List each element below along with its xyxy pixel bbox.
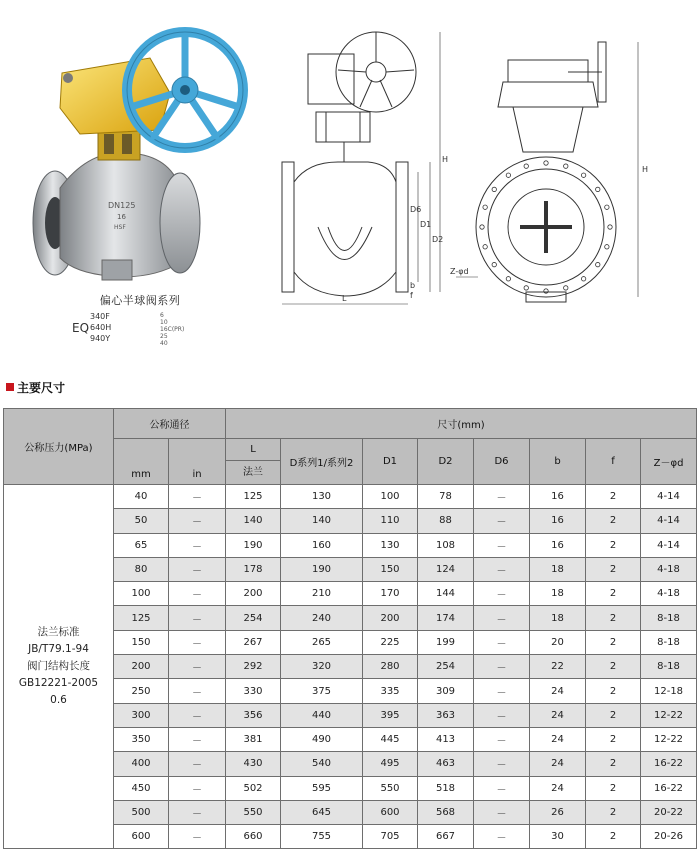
cell-L: 200 bbox=[226, 582, 281, 606]
cell-D2: 568 bbox=[418, 800, 474, 824]
cell-Zd: 12-18 bbox=[641, 679, 697, 703]
cell-Zd: 12-22 bbox=[641, 727, 697, 751]
cell-D1: 200 bbox=[363, 606, 418, 630]
cell-L: 267 bbox=[226, 630, 281, 654]
standard-note-line: 法兰标准 bbox=[37, 626, 80, 639]
cell-Zd: 16-22 bbox=[641, 776, 697, 800]
cell-D2: 199 bbox=[418, 630, 474, 654]
cell-in: － bbox=[169, 752, 226, 776]
header-dimensions: 尺寸(mm) bbox=[226, 409, 697, 439]
cell-b: 18 bbox=[530, 606, 586, 630]
cell-b: 24 bbox=[530, 727, 586, 751]
bolt-hole bbox=[608, 225, 612, 229]
cell-L: 125 bbox=[226, 485, 281, 509]
cell-D6: － bbox=[474, 800, 530, 824]
cell-D2: 144 bbox=[418, 582, 474, 606]
grade-40: 40 bbox=[160, 340, 168, 347]
cell-f: 2 bbox=[586, 485, 641, 509]
bolt-hole bbox=[492, 262, 496, 266]
cell-mm: 400 bbox=[114, 752, 169, 776]
cell-L: 381 bbox=[226, 727, 281, 751]
cell-f: 2 bbox=[586, 509, 641, 533]
cell-mm: 200 bbox=[114, 655, 169, 679]
cell-D6: － bbox=[474, 752, 530, 776]
cell-D2: 124 bbox=[418, 557, 474, 581]
cell-D6: － bbox=[474, 509, 530, 533]
bolt-hole bbox=[483, 245, 487, 249]
cell-D1: 600 bbox=[363, 800, 418, 824]
cell-Zd: 16-22 bbox=[641, 752, 697, 776]
cell-in: － bbox=[169, 533, 226, 557]
standard-note-line: 阀门结构长度 bbox=[27, 660, 90, 673]
cell-b: 24 bbox=[530, 679, 586, 703]
cell-D2: 108 bbox=[418, 533, 474, 557]
cell-D: 130 bbox=[281, 485, 363, 509]
label-b: b bbox=[410, 281, 416, 290]
cell-in: － bbox=[169, 679, 226, 703]
model-340f: 340F bbox=[90, 312, 110, 321]
cell-Zd: 20-22 bbox=[641, 800, 697, 824]
cell-Zd: 4-14 bbox=[641, 533, 697, 557]
label-L: L bbox=[342, 294, 347, 303]
bolt-hole bbox=[596, 187, 600, 191]
standard-note-line: GB12221-2005 bbox=[18, 677, 99, 690]
cell-f: 2 bbox=[586, 630, 641, 654]
cell-f: 2 bbox=[586, 679, 641, 703]
cell-D6: － bbox=[474, 703, 530, 727]
bolt-hole bbox=[544, 289, 548, 293]
cell-D1: 130 bbox=[363, 533, 418, 557]
bolt-hole bbox=[492, 187, 496, 191]
cell-D: 375 bbox=[281, 679, 363, 703]
header-pressure: 公称压力(MPa) bbox=[4, 409, 114, 485]
cell-D: 490 bbox=[281, 727, 363, 751]
cell-b: 16 bbox=[530, 509, 586, 533]
cell-f: 2 bbox=[586, 703, 641, 727]
cell-D: 595 bbox=[281, 776, 363, 800]
model-940y: 940Y bbox=[90, 334, 111, 343]
cell-mm: 350 bbox=[114, 727, 169, 751]
header-L-top: L bbox=[226, 439, 280, 461]
cell-D1: 705 bbox=[363, 825, 418, 849]
cell-f: 2 bbox=[586, 557, 641, 581]
cell-D: 210 bbox=[281, 582, 363, 606]
cell-mm: 500 bbox=[114, 800, 169, 824]
cell-b: 18 bbox=[530, 557, 586, 581]
cell-D2: 309 bbox=[418, 679, 474, 703]
cell-in: － bbox=[169, 825, 226, 849]
cell-D6: － bbox=[474, 533, 530, 557]
standard-note-line: JB/T79.1-94 bbox=[28, 643, 89, 656]
cell-mm: 65 bbox=[114, 533, 169, 557]
table-body bbox=[4, 485, 697, 849]
header-f: f bbox=[586, 439, 641, 485]
bolt-hole bbox=[524, 286, 528, 290]
cell-D2: 413 bbox=[418, 727, 474, 751]
cell-L: 550 bbox=[226, 800, 281, 824]
cell-D2: 363 bbox=[418, 703, 474, 727]
bolt-hole bbox=[506, 277, 510, 281]
model-prefix: EQ bbox=[72, 321, 90, 335]
cell-D1: 225 bbox=[363, 630, 418, 654]
grade-6: 6 bbox=[160, 312, 164, 319]
cell-f: 2 bbox=[586, 582, 641, 606]
cell-in: － bbox=[169, 557, 226, 581]
section-title-text: 主要尺寸 bbox=[17, 380, 66, 395]
bolt-hole bbox=[524, 164, 528, 168]
cell-in: － bbox=[169, 800, 226, 824]
standard-note-cell bbox=[4, 485, 114, 849]
cell-b: 22 bbox=[530, 655, 586, 679]
cell-Zd: 4-14 bbox=[641, 485, 697, 509]
bolt-hole bbox=[506, 173, 510, 177]
cell-f: 2 bbox=[586, 776, 641, 800]
label-f: f bbox=[410, 291, 413, 300]
cell-L: 660 bbox=[226, 825, 281, 849]
grade-16c: 16C(PR) bbox=[160, 326, 185, 333]
cell-f: 2 bbox=[586, 825, 641, 849]
header-mm-text: mm bbox=[131, 469, 151, 480]
cell-D1: 100 bbox=[363, 485, 418, 509]
cell-D6: － bbox=[474, 485, 530, 509]
cell-L: 190 bbox=[226, 533, 281, 557]
cell-mm: 450 bbox=[114, 776, 169, 800]
cell-in: － bbox=[169, 485, 226, 509]
cell-b: 16 bbox=[530, 533, 586, 557]
cell-L: 292 bbox=[226, 655, 281, 679]
cell-D6: － bbox=[474, 630, 530, 654]
header-D1: D1 bbox=[363, 439, 418, 485]
cell-in: － bbox=[169, 606, 226, 630]
side-section-drawing bbox=[268, 12, 448, 307]
cell-mm: 600 bbox=[114, 825, 169, 849]
grade-10: 10 bbox=[160, 319, 168, 326]
bolt-hole bbox=[564, 286, 568, 290]
cell-D: 240 bbox=[281, 606, 363, 630]
cell-L: 330 bbox=[226, 679, 281, 703]
cell-in: － bbox=[169, 509, 226, 533]
cell-Zd: 8-18 bbox=[641, 630, 697, 654]
header-Zd: Z－φd bbox=[641, 439, 697, 485]
cell-D6: － bbox=[474, 557, 530, 581]
cell-D6: － bbox=[474, 582, 530, 606]
cell-in: － bbox=[169, 727, 226, 751]
cell-f: 2 bbox=[586, 606, 641, 630]
front-view-drawing bbox=[448, 12, 693, 307]
cell-f: 2 bbox=[586, 800, 641, 824]
cell-D1: 110 bbox=[363, 509, 418, 533]
cell-mm: 300 bbox=[114, 703, 169, 727]
cell-D: 440 bbox=[281, 703, 363, 727]
grade-25: 25 bbox=[160, 333, 168, 340]
cell-b: 30 bbox=[530, 825, 586, 849]
cell-D2: 518 bbox=[418, 776, 474, 800]
bolt-hole bbox=[596, 262, 600, 266]
cell-D2: 78 bbox=[418, 485, 474, 509]
standard-note-line: 0.6 bbox=[50, 694, 67, 707]
header-nominal-diameter-text: 公称通径 bbox=[149, 420, 190, 431]
label-H-side: H bbox=[442, 155, 448, 164]
cell-D: 265 bbox=[281, 630, 363, 654]
cell-D6: － bbox=[474, 679, 530, 703]
bolt-hole bbox=[483, 205, 487, 209]
cell-b: 24 bbox=[530, 752, 586, 776]
cell-D: 190 bbox=[281, 557, 363, 581]
header-in bbox=[169, 439, 226, 485]
body-marking-dn: DN125 bbox=[108, 201, 136, 210]
cell-b: 24 bbox=[530, 776, 586, 800]
product-series-title: 偏心半球阀系列 bbox=[99, 294, 181, 307]
label-D2: D2 bbox=[432, 235, 444, 244]
cell-Zd: 4-18 bbox=[641, 557, 697, 581]
cell-b: 26 bbox=[530, 800, 586, 824]
cell-f: 2 bbox=[586, 655, 641, 679]
cell-f: 2 bbox=[586, 533, 641, 557]
cell-D6: － bbox=[474, 606, 530, 630]
cell-Zd: 12-22 bbox=[641, 703, 697, 727]
product-caption bbox=[60, 292, 220, 350]
cell-D1: 280 bbox=[363, 655, 418, 679]
body-marking-pn: 16 bbox=[117, 213, 126, 221]
section-title-main-dimensions bbox=[6, 379, 65, 395]
cell-Zd: 8-18 bbox=[641, 655, 697, 679]
cell-in: － bbox=[169, 582, 226, 606]
cell-Zd: 8-18 bbox=[641, 606, 697, 630]
cell-in: － bbox=[169, 703, 226, 727]
cell-D1: 550 bbox=[363, 776, 418, 800]
cell-D6: － bbox=[474, 727, 530, 751]
cell-D: 755 bbox=[281, 825, 363, 849]
cell-D1: 335 bbox=[363, 679, 418, 703]
cell-b: 18 bbox=[530, 582, 586, 606]
cell-mm: 100 bbox=[114, 582, 169, 606]
bolt-hole bbox=[480, 225, 484, 229]
cell-D1: 150 bbox=[363, 557, 418, 581]
cell-D: 645 bbox=[281, 800, 363, 824]
cell-D1: 395 bbox=[363, 703, 418, 727]
cell-mm: 80 bbox=[114, 557, 169, 581]
label-D1: D1 bbox=[420, 220, 432, 229]
cell-b: 24 bbox=[530, 703, 586, 727]
cell-mm: 125 bbox=[114, 606, 169, 630]
cell-Zd: 4-18 bbox=[641, 582, 697, 606]
cell-L: 502 bbox=[226, 776, 281, 800]
cell-Zd: 4-14 bbox=[641, 509, 697, 533]
cell-in: － bbox=[169, 776, 226, 800]
cell-D6: － bbox=[474, 776, 530, 800]
cell-D2: 463 bbox=[418, 752, 474, 776]
header-D6: D6 bbox=[474, 439, 530, 485]
cell-D: 140 bbox=[281, 509, 363, 533]
header-mm bbox=[114, 439, 169, 485]
cell-D: 160 bbox=[281, 533, 363, 557]
header-D-series: D系列1/系列2 bbox=[281, 439, 363, 485]
label-Zd: Z-φd bbox=[450, 267, 469, 276]
cell-L: 254 bbox=[226, 606, 281, 630]
table-row bbox=[4, 485, 697, 509]
cell-D1: 495 bbox=[363, 752, 418, 776]
cell-D6: － bbox=[474, 825, 530, 849]
cell-D2: 88 bbox=[418, 509, 474, 533]
cell-D1: 445 bbox=[363, 727, 418, 751]
bolt-hole bbox=[605, 245, 609, 249]
bolt-hole bbox=[564, 164, 568, 168]
cell-b: 16 bbox=[530, 485, 586, 509]
bolt-hole bbox=[544, 161, 548, 165]
cell-D6: － bbox=[474, 655, 530, 679]
cell-Zd: 20-26 bbox=[641, 825, 697, 849]
cell-D2: 174 bbox=[418, 606, 474, 630]
dimension-table bbox=[3, 408, 697, 849]
cell-D2: 667 bbox=[418, 825, 474, 849]
cell-L: 430 bbox=[226, 752, 281, 776]
cell-f: 2 bbox=[586, 752, 641, 776]
header-in-text: in bbox=[192, 469, 202, 480]
cell-mm: 250 bbox=[114, 679, 169, 703]
cell-D: 540 bbox=[281, 752, 363, 776]
cell-D2: 254 bbox=[418, 655, 474, 679]
valve-product-photo bbox=[20, 18, 250, 283]
cell-L: 178 bbox=[226, 557, 281, 581]
header-L bbox=[226, 439, 281, 485]
bolt-hole bbox=[581, 173, 585, 177]
cell-b: 20 bbox=[530, 630, 586, 654]
cell-mm: 40 bbox=[114, 485, 169, 509]
bolt-hole bbox=[605, 205, 609, 209]
header-D2: D2 bbox=[418, 439, 474, 485]
model-640h: 640H bbox=[90, 323, 112, 332]
cell-mm: 50 bbox=[114, 509, 169, 533]
cell-in: － bbox=[169, 630, 226, 654]
cell-f: 2 bbox=[586, 727, 641, 751]
cell-D1: 170 bbox=[363, 582, 418, 606]
section-marker-icon bbox=[6, 383, 14, 391]
cell-in: － bbox=[169, 655, 226, 679]
bolt-hole bbox=[581, 277, 585, 281]
header-nominal-diameter bbox=[114, 409, 226, 439]
cell-D: 320 bbox=[281, 655, 363, 679]
header-b: b bbox=[530, 439, 586, 485]
body-marking-brand: HSF bbox=[114, 224, 126, 231]
cell-L: 140 bbox=[226, 509, 281, 533]
model-designation bbox=[60, 312, 220, 350]
label-H-front: H bbox=[642, 165, 649, 174]
label-D6: D6 bbox=[410, 205, 422, 214]
header-L-bottom: 法兰 bbox=[243, 467, 263, 478]
cell-L: 356 bbox=[226, 703, 281, 727]
cell-mm: 150 bbox=[114, 630, 169, 654]
